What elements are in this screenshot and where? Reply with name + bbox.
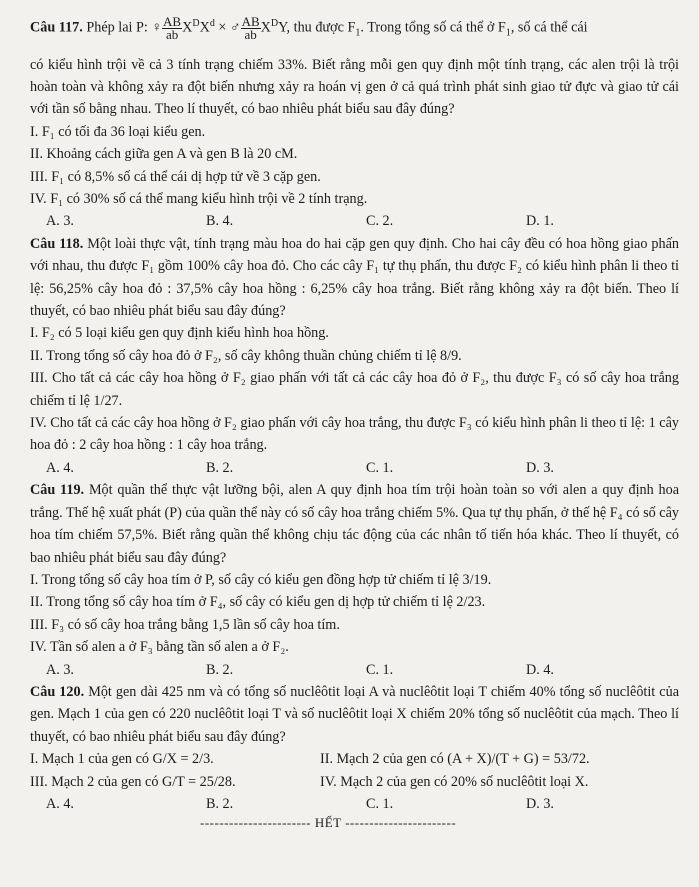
- question-120: [30, 681, 679, 815]
- q118-statement-1: I. F₂ có 5 loại kiểu gen quy định kiểu hình hoa hồng.: [30, 325, 329, 342]
- q118-options: [46, 457, 679, 479]
- q120-options: [46, 793, 679, 815]
- q119-statement-1: I. Trong tổng số cây hoa tím ở P, số cây có kiểu gen đồng hợp tử chiếm tỉ lệ 3/19.: [30, 571, 492, 588]
- q117-options: [46, 210, 679, 232]
- option-a[interactable]: A. 4.: [46, 459, 74, 476]
- q117-first-line: Câu 117. Phép lai P: ♀ $\frac{AB}{ab}$ $X^DX^d$ × ♂ $\frac{AB}{ab}$ $X^DY$, thu được $F_1$. Trong tổng số cá thể ở $F_1$, số cá thể cái: [30, 13, 588, 42]
- option-a[interactable]: A. 3.: [46, 661, 74, 678]
- q120-statement-1: I. Mạch 1 của gen có G/X = 2/3.: [30, 751, 214, 768]
- q118-body: Câu 118. Một loài thực vật, tính trạng màu hoa do hai cặp gen quy định. Cho hai cây đều có hoa hồng giao phấn với nhau, thu được F₁ gồm 100% cây hoa đỏ. Cho các cây F₁ tự thụ phấn, thu được F₂ có kiểu hình phân li theo tỉ lệ: 56,25% cây hoa đỏ : 37,5% cây hoa hồng : 6,25% cây hoa trắng. Biết rằng không xảy ra đột biến. Theo lí thuyết, có bao nhiêu phát biểu sau đây đúng?: [30, 235, 679, 320]
- option-d[interactable]: D. 1.: [526, 213, 554, 230]
- q118-statement-3: III. Cho tất cả các cây hoa hồng ở F₂ giao phấn với tất cả các cây hoa đỏ ở F₂, thu được F₃ có số cây hoa trắng chiếm tỉ lệ 1/27.: [30, 370, 679, 409]
- q118-statement-2: II. Trong tổng số cây hoa đỏ ở F₂, số cây không thuần chủng chiếm tỉ lệ 8/9.: [30, 347, 462, 364]
- end-marker: ----------------------- HẾT -----------------------: [200, 815, 457, 831]
- q120-statement-4: IV. Mạch 2 của gen có 20% số nuclêôtit loại X.: [320, 773, 589, 790]
- q120-statements-row-2: [30, 771, 679, 793]
- option-a[interactable]: A. 4.: [46, 795, 74, 812]
- option-a[interactable]: A. 3.: [46, 213, 74, 230]
- question-118: [30, 233, 679, 479]
- q117-body: có kiểu hình trội về cả 3 tính trạng chiếm 33%. Biết rằng mỗi gen quy định một tính trạng, các alen trội là trội hoàn toàn và không xảy ra đột biến nhưng xảy ra hoán vị gen ở cả quá trình phát sinh giao tử đực và giao tử cái với tần số bằng nhau. Theo lí thuyết, có bao nhiêu phát biểu sau đây đúng?: [30, 56, 679, 118]
- option-b[interactable]: B. 2.: [206, 459, 234, 476]
- option-b[interactable]: B. 2.: [206, 661, 234, 678]
- option-b[interactable]: B. 4.: [206, 213, 234, 230]
- option-c[interactable]: C. 2.: [366, 213, 394, 230]
- q120-statement-2: II. Mạch 2 của gen có (A + X)/(T + G) = 53/72.: [320, 751, 590, 768]
- q119-statement-2: II. Trong tổng số cây hoa tím ở F₄, số cây có kiểu gen dị hợp tử chiếm tỉ lệ 2/23.: [30, 594, 486, 611]
- option-d[interactable]: D. 4.: [526, 661, 554, 678]
- q118-statement-4: IV. Cho tất cả các cây hoa hồng ở F₂ giao phấn với cây hoa trắng, thu được F₃ có kiểu hình phân li theo tỉ lệ: 1 cây hoa đỏ : 2 cây hoa hồng : 1 cây hoa trắng.: [30, 415, 679, 454]
- q120-body: Câu 120. Một gen dài 425 nm và có tổng số nuclêôtit loại A và nuclêôtit loại T chiếm 40% tổng số nuclêôtit của gen. Mạch 1 của gen có 220 nuclêôtit loại T và số nuclêôtit loại X chiếm 20% tổng số nuclêôtit của mạch. Theo lí thuyết, có bao nhiêu phát biểu sau đây đúng?: [30, 683, 679, 745]
- q117-intro: Phép lai P: ♀: [86, 19, 163, 36]
- q120-number: Câu 120.: [30, 683, 85, 700]
- option-c[interactable]: C. 1.: [366, 661, 394, 678]
- q119-options: [46, 659, 679, 681]
- option-d[interactable]: D. 3.: [526, 795, 554, 812]
- q117-statement-4: IV. F₁ có 30% số cá thể mang kiểu hình trội về 2 tính trạng.: [30, 191, 368, 207]
- q118-number: Câu 118.: [30, 235, 84, 252]
- question-117: [30, 4, 679, 233]
- q117-number: Câu 117.: [30, 19, 83, 36]
- q117-fraction-female: $\frac{AB}{ab}$: [163, 13, 182, 42]
- q117-statement-2: II. Khoảng cách giữa gen A và gen B là 20 cM.: [30, 146, 298, 163]
- q119-statement-4: IV. Tần số alen a ở F₃ bằng tần số alen a ở F₂.: [30, 639, 289, 656]
- q117-fraction-male: $\frac{AB}{ab}$: [241, 13, 260, 42]
- q117-statement-3: III. F₁ có 8,5% số cá thể cái dị hợp tử về 3 cặp gen.: [30, 168, 321, 185]
- q120-statements-row-1: [30, 748, 679, 770]
- q117-statement-1: I. F₁ có tối đa 36 loại kiểu gen.: [30, 123, 206, 140]
- option-c[interactable]: C. 1.: [366, 459, 394, 476]
- q119-number: Câu 119.: [30, 482, 85, 499]
- question-119: [30, 479, 679, 681]
- option-b[interactable]: B. 2.: [206, 795, 234, 812]
- q119-body: Câu 119. Một quần thể thực vật lưỡng bội, alen A quy định hoa tím trội hoàn toàn so với alen a quy định hoa trắng. Thế hệ xuất phát (P) của quần thể này có số cây hoa trắng chiếm 5%. Qua tự thụ phấn, ở thế hệ F₄ có số cây hoa tím chiếm 57,5%. Biết rằng quần thể không chịu tác động của các nhân tố tiến hóa khác. Theo lí thuyết, có bao nhiêu phát biểu sau đây đúng?: [30, 482, 680, 566]
- option-c[interactable]: C. 1.: [366, 795, 394, 812]
- q119-statement-3: III. F₃ có số cây hoa trắng bằng 1,5 lần số cây hoa tím.: [30, 616, 340, 633]
- q120-statement-3: III. Mạch 2 của gen có G/T = 25/28.: [30, 773, 236, 790]
- option-d[interactable]: D. 3.: [526, 459, 554, 476]
